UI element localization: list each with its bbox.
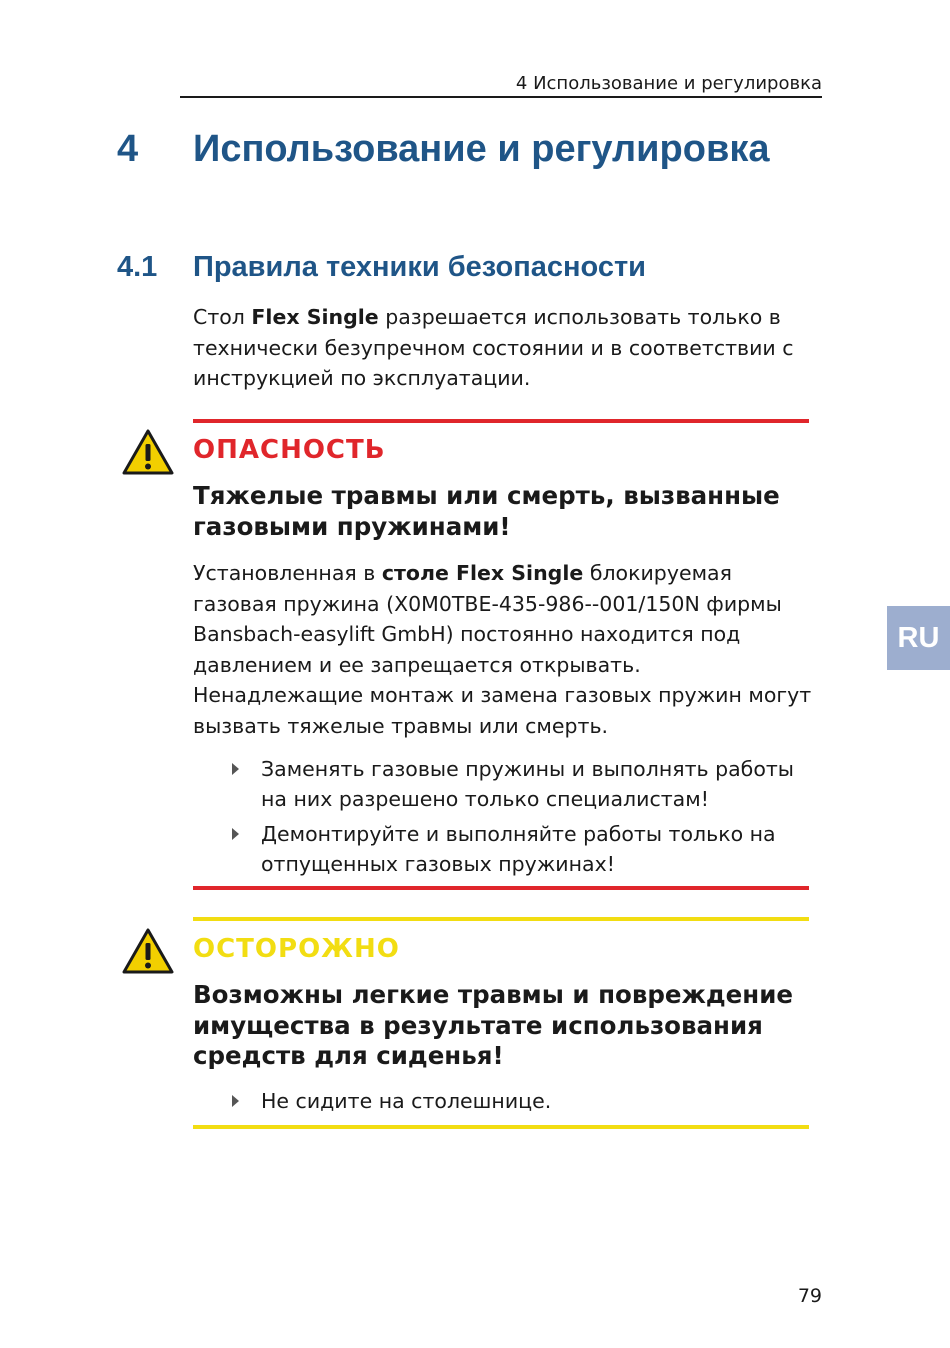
danger-bullet-1 xyxy=(232,755,802,814)
page-number: 79 xyxy=(797,1285,822,1307)
danger-top-rule xyxy=(193,419,809,423)
chapter-title: Использование и регулировка xyxy=(193,128,770,170)
caution-top-rule xyxy=(193,917,809,921)
bullet-text: Не сидите на столешнице. xyxy=(261,1089,552,1113)
danger-hazard-title: Тяжелые травмы или смерть, вызванные газовыми пружинами! xyxy=(193,481,780,541)
intro-paragraph xyxy=(193,302,813,394)
triangle-right-icon xyxy=(232,763,239,775)
danger-signal-word: ОПАСНОСТЬ xyxy=(193,435,386,465)
intro-suffix: разрешается использовать только в технически безупречном состоянии и в соответствии с инструкцией по эксплуатации. xyxy=(193,305,794,390)
caution-bullet-1 xyxy=(232,1087,802,1117)
danger-bottom-rule xyxy=(193,886,809,890)
danger-text-prefix: Установленная в xyxy=(193,561,382,585)
danger-description xyxy=(193,558,813,741)
section-number: 4.1 xyxy=(117,251,158,283)
running-header: 4 Использование и регулировка xyxy=(180,72,822,98)
danger-bullet-2 xyxy=(232,820,802,879)
bullet-text: Демонтируйте и выполняйте работы только на отпущенных газовых пружинах! xyxy=(261,822,776,876)
product-name: Flex Single xyxy=(251,305,379,329)
intro-prefix: Стол xyxy=(193,305,252,329)
chapter-number: 4 xyxy=(117,128,139,170)
section-title: Правила техники безопасности xyxy=(193,251,646,283)
language-tab: RU xyxy=(887,606,950,670)
bullet-text: Заменять газовые пружины и выполнять работы на них разрешено только специалистам! xyxy=(261,757,794,811)
caution-signal-word: ОСТОРОЖНО xyxy=(193,934,400,964)
danger-text-suffix: блокируемая газовая пружина (X0M0TBE-435-986--001/150N фирмы Bansbach-easylift GmbH) постоянно находится под давлением и ее запрещается открывать. Ненадлежащие монтаж и замена газовых пружин могут вызвать тяжелые травмы или смерть. xyxy=(193,561,812,738)
triangle-right-icon xyxy=(232,1095,239,1107)
warning-triangle-icon xyxy=(121,927,175,975)
caution-bottom-rule xyxy=(193,1125,809,1129)
danger-text-product: столе Flex Single xyxy=(381,561,584,585)
warning-triangle-icon xyxy=(121,428,175,476)
triangle-right-icon xyxy=(232,828,239,840)
caution-hazard-title: Возможны легкие травмы и повреждение имущества в результате использования средств для сиденья! xyxy=(193,980,793,1070)
